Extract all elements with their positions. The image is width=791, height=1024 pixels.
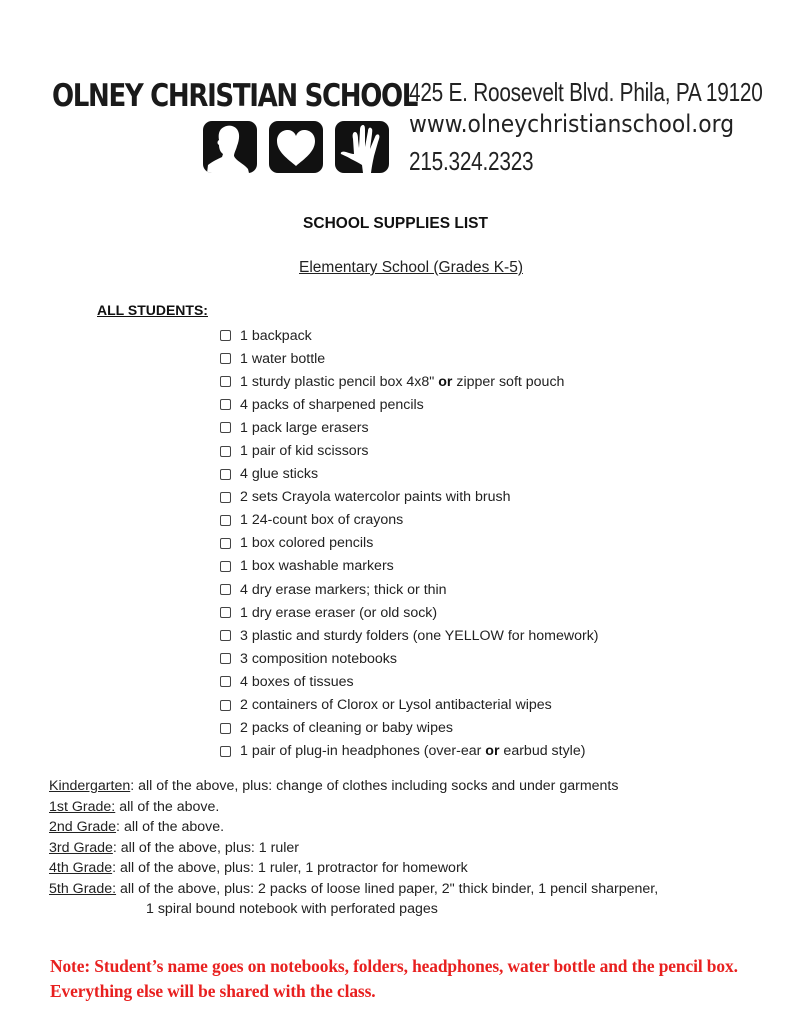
supply-item [220, 416, 599, 439]
grade-text: all of the above. [120, 819, 225, 835]
school-website[interactable]: www.olneychristianschool.org [409, 110, 735, 138]
supply-item-label [240, 743, 585, 759]
supply-item [220, 624, 599, 647]
supply-item [220, 601, 599, 624]
grade-line [49, 799, 658, 820]
supply-item-text: 1 box washable markers [240, 558, 394, 575]
supply-item [220, 347, 599, 370]
grade-separator: : [130, 778, 135, 794]
grade-text: all of the above, plus: 1 ruler [116, 839, 300, 856]
supply-item-label [240, 697, 552, 713]
supply-item [220, 670, 599, 693]
supply-item-text: 1 dry erase eraser (or old sock) [240, 604, 438, 621]
supply-item-text: 1 backpack [240, 327, 312, 344]
checkbox-icon[interactable] [220, 538, 231, 549]
supply-item-text: 3 composition notebooks [240, 650, 397, 667]
checkbox-icon[interactable] [220, 376, 231, 387]
supply-item-label [240, 397, 424, 413]
grade-label: 2nd Grade [49, 819, 117, 835]
supply-item-text: 2 sets Crayola watercolor paints with brush [240, 489, 511, 506]
grade-line [49, 860, 658, 881]
grade-line [49, 881, 658, 902]
supply-item [220, 647, 599, 670]
checkbox-icon[interactable] [220, 561, 231, 572]
supply-item [220, 717, 599, 740]
supply-item-label [240, 512, 403, 528]
checkbox-icon[interactable] [220, 723, 231, 734]
contact-info [409, 77, 791, 177]
checkbox-icon[interactable] [220, 676, 231, 687]
grade-label: 5th Grade: [49, 880, 117, 897]
grade-separator: : [112, 839, 117, 856]
supply-item-label [240, 605, 437, 621]
supply-item-text: 4 glue sticks [240, 466, 319, 483]
checkbox-icon[interactable] [220, 584, 231, 595]
checkbox-icon[interactable] [220, 700, 231, 711]
grade-text: all of the above, plus: change of clothes including socks and under garments [134, 778, 619, 794]
supply-item-text: 4 dry erase markers; thick or thin [240, 581, 447, 598]
checkbox-icon[interactable] [220, 515, 231, 526]
supply-item-label [240, 374, 564, 390]
grade-line [49, 819, 658, 840]
checkbox-icon[interactable] [220, 630, 231, 641]
grade-label: 4th Grade [49, 860, 113, 876]
checkbox-icon[interactable] [220, 422, 231, 433]
grade-label: 3rd Grade [49, 839, 113, 856]
all-students-heading: ALL STUDENTS: [97, 302, 208, 318]
supply-item [220, 532, 599, 555]
page-title: SCHOOL SUPPLIES LIST [303, 215, 488, 232]
note-text: Note: Student’s name goes on notebooks, folders, headphones, water bottle and the pencil box. Everything else will be shared with the class. [50, 956, 738, 1001]
supply-item-label [240, 443, 369, 459]
supply-item-label [240, 558, 394, 574]
supply-item [220, 555, 599, 578]
checkbox-icon[interactable] [220, 653, 231, 664]
supply-item-text: 2 packs of cleaning or baby wipes [240, 720, 453, 737]
checkbox-icon[interactable] [220, 330, 231, 341]
supply-item-label [240, 582, 447, 598]
supply-item-text: zipper soft pouch [452, 373, 565, 390]
supply-item-text: 1 pair of plug-in headphones (over-ear [240, 743, 486, 760]
heart-icon [269, 121, 323, 173]
grade-text: all of the above, plus: 1 ruler, 1 protractor for homework [116, 860, 468, 876]
supply-list [220, 324, 599, 763]
supply-item [220, 740, 599, 763]
school-name: OLNEY CHRISTIAN SCHOOL [52, 78, 418, 114]
supply-item-label [240, 351, 325, 367]
checkbox-icon[interactable] [220, 746, 231, 757]
grade-line [49, 840, 658, 861]
person-silhouette-icon [203, 121, 257, 173]
supply-item-label [240, 535, 373, 551]
supply-item-text: 4 packs of sharpened pencils [240, 396, 424, 413]
supply-item-label [240, 628, 599, 644]
grade-line [49, 778, 658, 799]
supply-item-label [240, 489, 510, 505]
checkbox-icon[interactable] [220, 353, 231, 364]
grade-label: Kindergarten [49, 778, 131, 794]
supply-item [220, 324, 599, 347]
supply-item-label [240, 328, 312, 344]
supply-item [220, 370, 599, 393]
supply-item-text: 1 box colored pencils [240, 535, 374, 552]
school-address: 425 E. Roosevelt Blvd. Phila, PA 19120 [409, 77, 763, 107]
checkbox-icon[interactable] [220, 399, 231, 410]
supply-item-emphasis: or [438, 373, 453, 390]
grade-label: 1st Grade: [49, 798, 116, 815]
supply-item [220, 578, 599, 601]
supply-item-label [240, 420, 369, 436]
grade-separator: : [112, 860, 117, 876]
raised-hand-icon [335, 121, 389, 173]
supply-item-text: 1 sturdy plastic pencil box 4x8" [240, 373, 439, 390]
grade-5-continuation: 1 spiral bound notebook with perforated pages [146, 901, 438, 917]
grade-requirements [49, 778, 658, 922]
supply-item-label [240, 466, 318, 482]
supply-item-text: 3 plastic and sturdy folders (one YELLOW for homework) [240, 627, 599, 644]
grade-text: all of the above, plus: 2 packs of loose lined paper, 2" thick binder, 1 pencil sharpener, [116, 880, 659, 897]
supply-item-text: 2 containers of Clorox or Lysol antibacterial wipes [240, 697, 552, 714]
supply-item-text: earbud style) [499, 743, 586, 760]
checkbox-icon[interactable] [220, 446, 231, 457]
checkbox-icon[interactable] [220, 469, 231, 480]
supply-item [220, 463, 599, 486]
supply-item [220, 694, 599, 717]
grade-text: all of the above. [115, 798, 220, 815]
supply-item-text: 1 24-count box of crayons [240, 512, 404, 529]
supply-item-text: 1 pair of kid scissors [240, 443, 369, 460]
page-subtitle: Elementary School (Grades K-5) [299, 259, 523, 276]
school-phone: 215.324.2323 [409, 146, 534, 176]
supply-item-text: 1 pack large erasers [240, 419, 369, 436]
supply-item-label [240, 674, 354, 690]
checkbox-icon[interactable] [220, 607, 231, 618]
supply-item [220, 509, 599, 532]
checkbox-icon[interactable] [220, 492, 231, 503]
logo-icons [203, 121, 389, 173]
supply-item-label [240, 720, 453, 736]
supply-item-emphasis: or [485, 743, 500, 760]
supply-item [220, 486, 599, 509]
grade-separator: : [116, 819, 120, 835]
supply-item [220, 439, 599, 462]
supply-item-text: 4 boxes of tissues [240, 673, 354, 690]
supply-item-label [240, 651, 397, 667]
supply-item-text: 1 water bottle [240, 350, 326, 367]
supply-item [220, 393, 599, 416]
